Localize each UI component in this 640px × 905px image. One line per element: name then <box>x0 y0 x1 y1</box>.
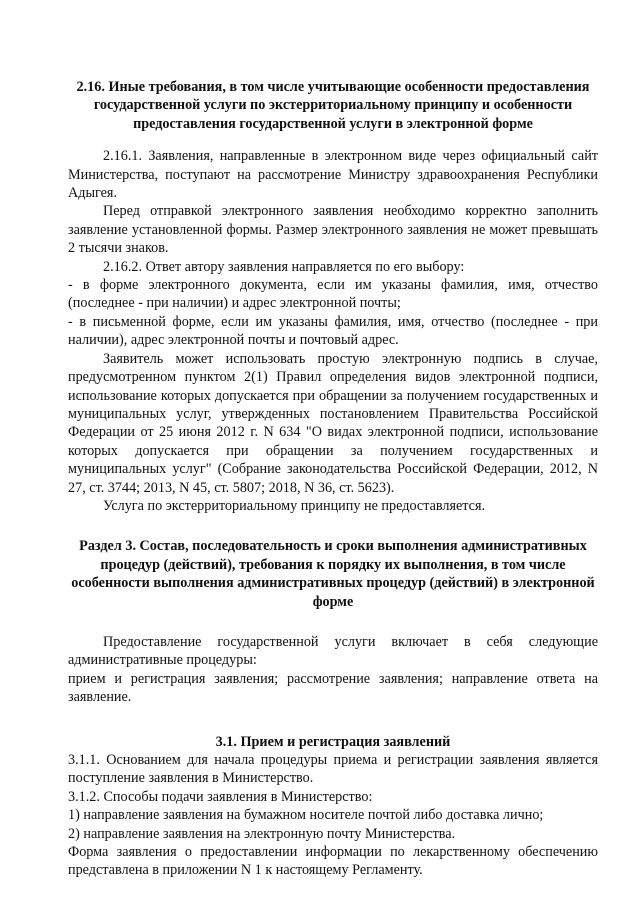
paragraph-procedures-list: прием и регистрация заявления; рассмотрение заявления; направление ответа на заявление. <box>68 670 598 706</box>
list-item-email: 2) направление заявления на электронную почту Министерства. <box>68 825 456 842</box>
paragraph-procedures-intro: Предоставление государственной услуги включает в себя следующие административные процедуры: <box>68 633 598 669</box>
list-item-electronic-document: - в форме электронного документа, если им указаны фамилия, имя, отчество (последнее - при наличии) и адрес электронной почты; <box>68 277 598 312</box>
section-3-heading: Раздел 3. Состав, последовательность и сроки выполнения административных процедур (действий), требования к порядку их выполнения, в том числе особенности выполнения административных процедур (действий) в электронной форме <box>71 538 595 610</box>
paragraph-3-1-2: 3.1.2. Способы подачи заявления в Министерство: <box>68 788 373 805</box>
paragraph-3-1-1: 3.1.1. Основанием для начала процедуры приема и регистрации заявления является поступление заявления в Министерство. <box>68 752 598 787</box>
paragraph-2-16-1: 2.16.1. Заявления, направленные в электронном виде через официальный сайт Министерства, поступают на рассмотрение Министру здравоохранения Республики Адыгея. <box>68 148 598 202</box>
section-2-16-heading: 2.16. Иные требования, в том числе учитывающие особенности предоставления государственной услуги по экстерриториальному принципу и особенности предоставления государственной услуги в электронной форме <box>76 79 590 132</box>
paragraph-electronic-form: Перед отправкой электронного заявления необходимо корректно заполнить заявление установленной формы. Размер электронного заявления не может превышать 2 тысячи знаков. <box>68 203 598 257</box>
paragraph-2-16-2: 2.16.2. Ответ автору заявления направляется по его выбору: <box>103 258 465 275</box>
document-page <box>68 78 598 880</box>
list-item-written-form: - в письменной форме, если им указаны фамилия, имя, отчество (последнее - при наличии), адрес электронной почты и почтовый адрес. <box>68 313 598 349</box>
paragraph-electronic-signature: Заявитель может использовать простую электронную подпись в случае, предусмотренном пунктом 2(1) Правил определения видов электронной подписи, использование которых допускается при обращении за получением государственных и муниципальных услуг, утвержденных постановлением Правительства Российской Федерации от 25 июня 2012 г. N 634 "О видах электронной подписи, использование которых допускается при обращении за получением государственных и муниципальных услуг" (Собрание законодательства Российской Федерации, 2012, N 27, ст. 3744; 2013, N 45, ст. 5807; 2018, N 36, ст. 5623). <box>68 350 598 496</box>
paragraph-application-form: Форма заявления о предоставлении информации по лекарственному обеспечению представлена в приложении N 1 к настоящему Регламенту. <box>68 844 598 879</box>
section-3-1-heading: 3.1. Прием и регистрация заявлений <box>215 733 451 750</box>
list-item-paper: 1) направление заявления на бумажном носителе почтой либо доставка лично; <box>68 807 544 824</box>
paragraph-extraterritorial: Услуга по экстерриториальному принципу не предоставляется. <box>103 497 486 514</box>
